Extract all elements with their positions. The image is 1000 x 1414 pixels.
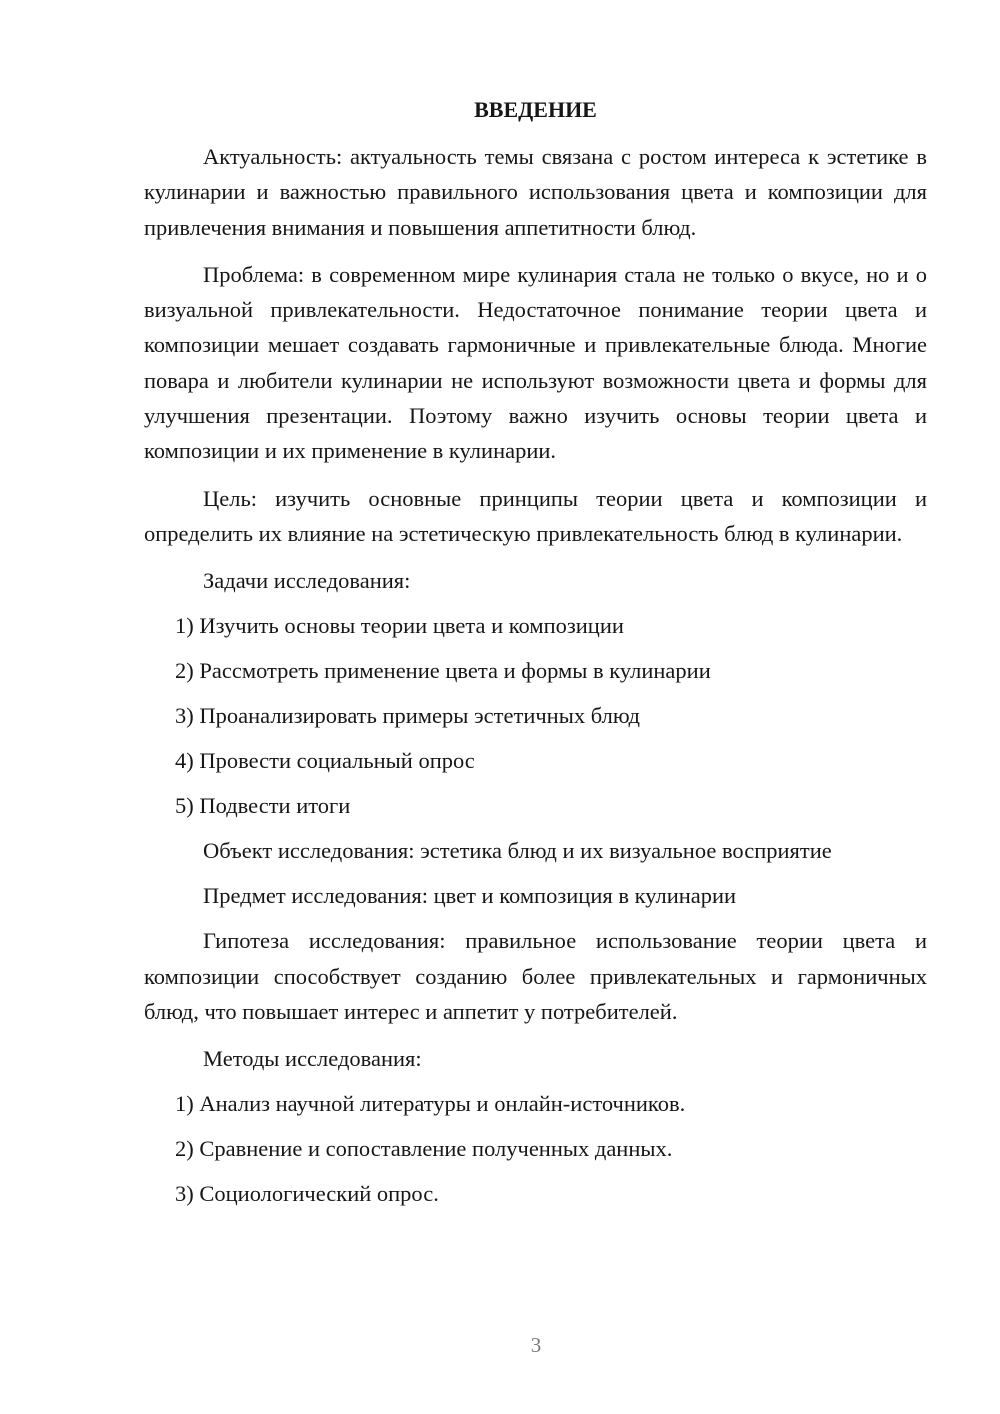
task-item-3: 3) Проанализировать примеры эстетичных блюд [175, 703, 640, 729]
task-item-4: 4) Провести социальный опрос [175, 748, 475, 774]
page-title: ВВЕДЕНИЕ [474, 97, 597, 122]
hypothesis-paragraph: Гипотеза исследования: правильное использование теории цвета и композиции способствует созданию более привлекательных и гармоничных блюд, что повышает интерес и аппетит у потребителей. [144, 928, 927, 1024]
method-item-1: 1) Анализ научной литературы и онлайн-источников. [175, 1091, 686, 1117]
method-item-2: 2) Сравнение и сопоставление полученных данных. [175, 1136, 673, 1162]
problem-paragraph: Проблема: в современном мире кулинария стала не только о вкусе, но и о визуальной привлекательности. Недостаточное понимание теории цвета и композиции мешает создавать гармоничные и привлекательные блюда. Многие повара и любители кулинарии не используют возможности цвета и формы для улучшения презентации. Поэтому важно изучить основы теории цвета и композиции и их применение в кулинарии. [144, 261, 927, 464]
task-item-1: 1) Изучить основы теории цвета и композиции [175, 613, 624, 639]
page-number: 3 [530, 1333, 542, 1357]
research-object: Объект исследования: эстетика блюд и их визуальное восприятие [203, 838, 832, 864]
task-item-2: 2) Рассмотреть применение цвета и формы в кулинарии [175, 658, 711, 684]
relevance-paragraph: Актуальность: актуальность темы связана с ростом интереса к эстетике в кулинарии и важностью правильного использования цвета и композиции для привлечения внимания и повышения аппетитности блюд. [144, 144, 927, 240]
goal-paragraph: Цель: изучить основные принципы теории цвета и композиции и определить их влияние на эстетическую привлекательность блюд в кулинарии. [144, 485, 927, 546]
methods-heading: Методы исследования: [203, 1046, 422, 1072]
tasks-heading: Задачи исследования: [203, 568, 411, 594]
page-content [144, 92, 927, 1211]
task-item-5: 5) Подвести итоги [175, 793, 351, 819]
research-subject: Предмет исследования: цвет и композиция в кулинарии [203, 883, 737, 909]
method-item-3: 3) Социологический опрос. [175, 1181, 439, 1207]
